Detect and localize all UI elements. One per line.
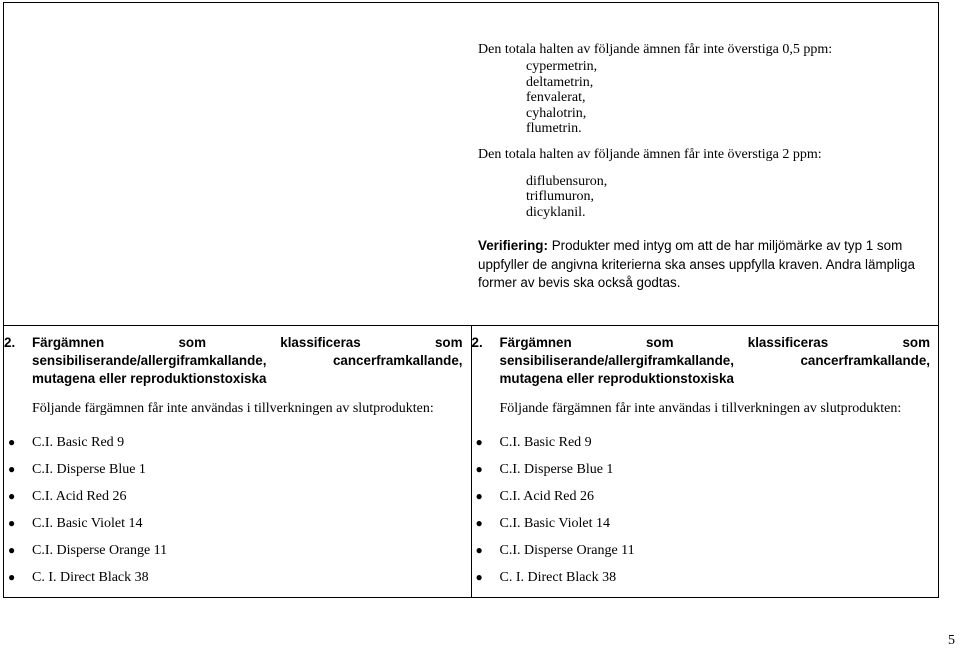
left-column-cell <box>4 326 472 598</box>
list-item: deltametrin, <box>526 74 594 90</box>
dye-list <box>475 429 931 591</box>
dye-section <box>472 326 939 591</box>
dye-list <box>8 429 463 591</box>
list-item: ● C.I. Acid Red 26 <box>500 483 931 510</box>
heading-number: 2. <box>4 335 16 350</box>
list-item: ● C.I. Basic Red 9 <box>500 429 931 456</box>
criteria-table <box>3 2 939 598</box>
bullet-icon: ● <box>8 570 16 584</box>
bullet-icon: ● <box>475 435 483 449</box>
list-item: ● C.I. Disperse Blue 1 <box>500 456 931 483</box>
list-item: cypermetrin, <box>526 59 598 74</box>
list-item: ● C.I. Basic Violet 14 <box>500 510 931 537</box>
bullet-icon: ● <box>8 489 16 503</box>
substance-list-0-5ppm <box>526 59 938 137</box>
list-item: fenvalerat, <box>526 90 586 105</box>
verification-label: Verifiering: <box>478 238 548 253</box>
page-number: 5 <box>948 633 955 648</box>
dye-note: Följande färgämnen får inte användas i tillverkningen av slutprodukten: <box>499 401 902 416</box>
right-column-cell <box>471 326 939 598</box>
bullet-icon: ● <box>8 462 16 476</box>
verification-text: Produkter med intyg om att de har miljömärke av typ 1 som uppfyller de angivna kriterierna ska anses uppfylla kraven. Andra lämpliga former av bevis ska också godtas. <box>478 238 915 290</box>
list-item: ● C.I. Basic Violet 14 <box>32 510 463 537</box>
list-item: ● C. I. Direct Black 38 <box>500 564 931 591</box>
bullet-icon: ● <box>475 489 483 503</box>
list-item: ● C.I. Disperse Orange 11 <box>500 537 931 564</box>
list-item: ● C.I. Acid Red 26 <box>32 483 463 510</box>
verification-paragraph <box>478 237 926 293</box>
pesticide-limits-block <box>478 3 938 293</box>
heading-number: 2. <box>471 335 483 350</box>
list-item: cyhalotrin, <box>526 105 587 121</box>
list-item: ● C.I. Disperse Orange 11 <box>32 537 463 564</box>
bullet-icon: ● <box>475 543 483 557</box>
bullet-icon: ● <box>8 516 16 530</box>
dye-note: Följande färgämnen får inte användas i tillverkningen av slutprodukten: <box>32 401 434 416</box>
bullet-icon: ● <box>475 570 483 584</box>
section-heading: 2. Färgämnen som klassificeras som sensibiliserande/allergiframkallande, cancerframkallande, mutagena eller reproduktionstoxiska <box>471 335 930 386</box>
bullet-icon: ● <box>8 435 16 449</box>
list-item: triflumuron, <box>526 189 595 204</box>
list-item: ● C.I. Basic Red 9 <box>32 429 463 456</box>
limit-intro-0-5ppm: Den totala halten av följande ämnen får inte överstiga 0,5 ppm: <box>478 42 833 57</box>
section-heading: 2. Färgämnen som klassificeras som sensibiliserande/allergiframkallande, cancerframkallande, mutagena eller reproduktionstoxiska <box>4 335 463 386</box>
top-cell <box>4 3 939 326</box>
list-item: diflubensuron, <box>526 173 608 189</box>
list-item: ● C. I. Direct Black 38 <box>32 564 463 591</box>
list-item: dicyklanil. <box>526 204 586 220</box>
dye-section <box>4 326 471 591</box>
list-item: flumetrin. <box>526 121 582 136</box>
substance-list-2ppm <box>526 174 938 221</box>
bullet-icon: ● <box>475 516 483 530</box>
limit-intro-2ppm: Den totala halten av följande ämnen får inte överstiga 2 ppm: <box>478 146 822 162</box>
bullet-icon: ● <box>8 543 16 557</box>
list-item: ● C.I. Disperse Blue 1 <box>32 456 463 483</box>
bullet-icon: ● <box>475 462 483 476</box>
